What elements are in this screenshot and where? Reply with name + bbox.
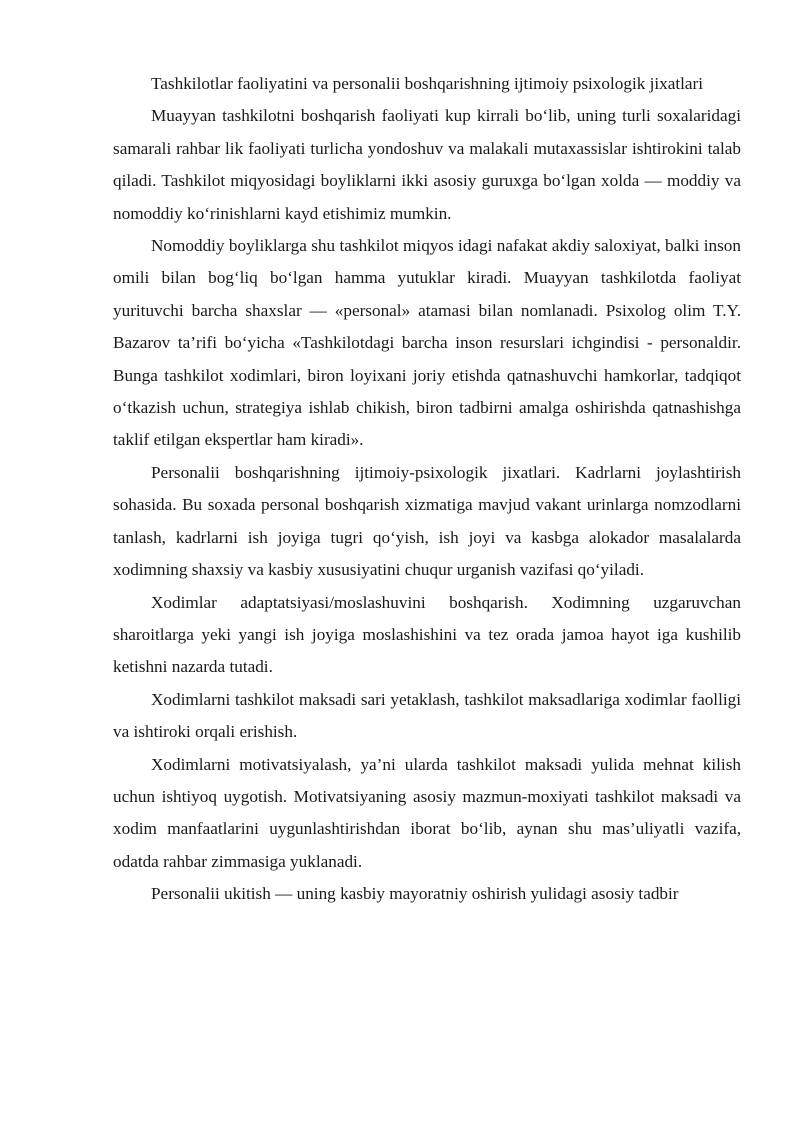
document-page (113, 68, 741, 911)
paragraph-title: Tashkilotlar faoliyatini va personalii boshqarishning ijtimoiy psixologik jixatlari (151, 74, 704, 93)
paragraph: Xodimlarni tashkilot maksadi sari yetaklash, tashkilot maksadlariga xodimlar faolligi va ishtiroki orqali erishish. (113, 689, 741, 742)
paragraph: Muayyan tashkilotni boshqarish faoliyati kup kirrali bo‘lib, uning turli soxalaridagi samarali rahbar lik faoliyati turlicha yondoshuv va malakali mutaxassislar ishtirokini talab qiladi. Tashkilot miqyosidagi boyliklarni ikki asosiy guruxga bo‘lgan xolda — moddiy va nomoddiy ko‘rinishlarni kayd etishimiz mumkin. (113, 106, 741, 223)
paragraph: Personalii ukitish — uning kasbiy mayoratniy oshirish yulidagi asosiy tadbir (151, 884, 679, 904)
paragraph: Nomoddiy boyliklarga shu tashkilot miqyos idagi nafakat akdiy saloxiyat, balki inson omili bilan bog‘liq bo‘lgan hamma yutuklar kiradi. Muayyan tashkilotda faoliyat yurituvchi barcha shaxslar — «personal» atamasi bilan nomlanadi. Psixolog olim T.Y. Bazarov ta’rifi bo‘yicha «Tashkilotdagi barcha inson resurslari ichgindisi - personaldir. Bunga tashkilot xodimlari, biron loyixani joriy etishda qatnashuvchi hamkorlar, tadqiqot o‘tkazish uchun, strategiya ishlab chikish, biron tadbirni amalga oshirishda qatnashishga taklif etilgan ekspertlar ham kiradi». (113, 236, 741, 450)
paragraph: Xodimlarni motivatsiyalash, ya’ni ularda tashkilot maksadi yulida mehnat kilish uchun ishtiyoq uygotish. Motivatsiyaning asosiy mazmun-moxiyati tashkilot maksadi va xodim manfaatlarini uygunlashtirishdan iborat bo‘lib, aynan shu mas’uliyatli vazifa, odatda rahbar zimmasiga yuklanadi. (113, 754, 741, 871)
paragraph: Personalii boshqarishning ijtimoiy-psixologik jixatlari. Kadrlarni joylashtirish sohasida. Bu soxada personal boshqarish xizmatiga mavjud vakant urinlarga nomzodlarni tanlash, kadrlarni ish joyiga tugri qo‘yish, ish joyi va kasbga alokador masalalarda xodimning shaxsiy va kasbiy xususiyatini chuqur urganish vazifasi qo‘yiladi. (113, 462, 741, 580)
paragraph: Xodimlar adaptatsiyasi/moslashuvini boshqarish. Xodimning uzgaruvchan sharoitlarga yeki yangi ish joyiga moslashishini va tez orada jamoa hayot iga kushilib ketishni nazarda tutadi. (113, 592, 741, 677)
